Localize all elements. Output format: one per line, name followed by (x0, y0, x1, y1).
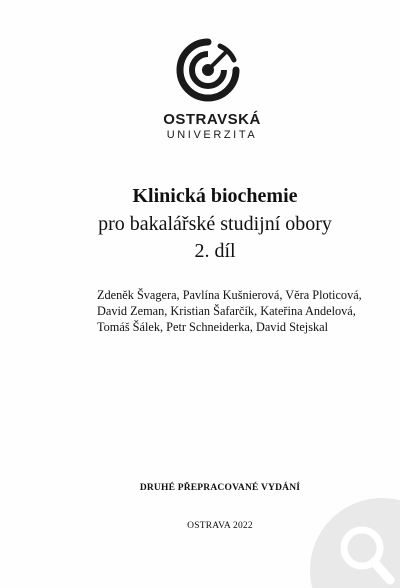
university-name: OSTRAVSKÁ (163, 111, 261, 128)
book-volume: 2. díl (194, 240, 236, 262)
edition-label: DRUHÉ PŘEPRACOVANÉ VYDÁNÍ (139, 483, 301, 493)
book-title: Klinická biochemie (132, 185, 298, 207)
author-line: David Zeman, Kristian Šafarčík, Kateřina Andelová, (97, 304, 356, 318)
author-list (97, 287, 377, 335)
university-subname: UNIVERZITA (166, 129, 258, 141)
author-line: Tomáš Šálek, Petr Schneiderka, David Stejskal (97, 320, 329, 334)
book-subtitle: pro bakalářské studijní obory (98, 213, 332, 235)
author-line: Zdeněk Švagera, Pavlína Kušnierová, Věra Ploticová, (97, 288, 362, 302)
magnifier-zoom-icon[interactable] (290, 468, 400, 588)
university-logo-icon (176, 38, 240, 110)
place-year: OSTRAVA 2022 (187, 521, 253, 531)
